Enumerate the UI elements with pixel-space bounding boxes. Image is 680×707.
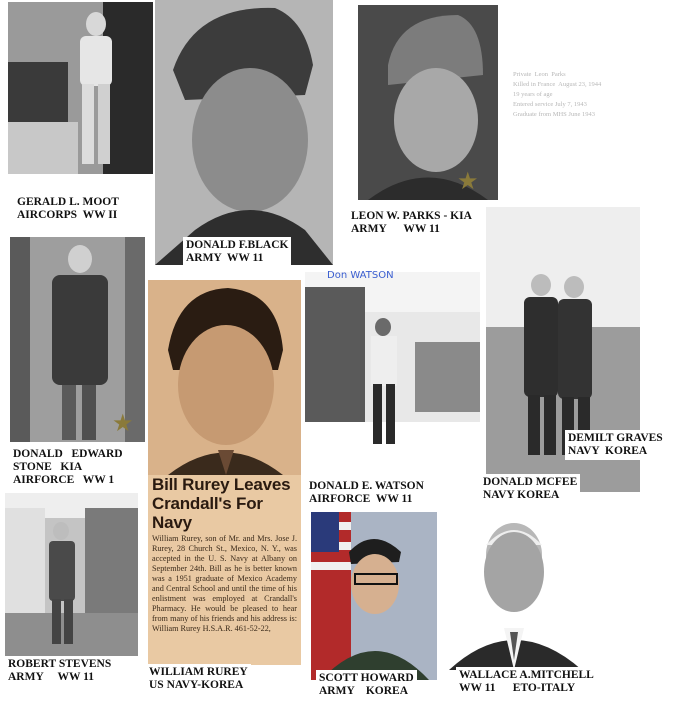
caption-gerald-moot: GERALD L. MOOT AIRCORPS WW II: [14, 194, 122, 224]
kia-star-icon: ★: [112, 411, 134, 437]
caption-wallace-mitchell: WALLACE A.MITCHELL WW 11 ETO-ITALY: [456, 667, 597, 697]
clipping-bill-rurey: [148, 280, 301, 665]
photo-robert-stevens: [5, 493, 138, 656]
clipping-body: William Rurey, son of Mr. and Mrs. Jose J. Rurey, 28 Church St., Mexico, N. Y., was accepted in the U. S. Navy at Albany on September 24th. Bill as he is better known was a 1951 graduate of Mexico Academy and Central School and until the time of his enlistment was employed at Crandall's Pharmacy. He would be pleased to hear from many of his friends and his address is: William Rurey H.S.A.R. 461-52-22,: [152, 534, 297, 633]
caption-donald-stone: DONALD EDWARD STONE KIA AIRFORCE WW 1: [10, 446, 126, 489]
watson-handwritten-name: Don WATSON: [327, 270, 394, 281]
caption-demilt-graves: DEMILT GRAVES NAVY KOREA: [565, 430, 666, 460]
caption-robert-stevens: ROBERT STEVENS ARMY WW 11: [5, 656, 114, 686]
photo-donald-black: [155, 0, 333, 265]
photo-scott-howard: [311, 512, 437, 680]
photo-wallace-mitchell: [444, 510, 587, 670]
caption-scott-howard: SCOTT HOWARD ARMY KOREA: [316, 670, 417, 700]
parks-handwritten-note: Private Leon Parks Killed in France August 23, 1944 19 years of age Entered service July 7, 1943 Graduate from MHS June 1943: [513, 71, 602, 118]
clipping-headline: Bill Rurey Leaves Crandall's For Navy: [152, 475, 291, 532]
photo-donald-watson: [305, 272, 480, 477]
caption-donald-mcfee: DONALD MCFEE NAVY KOREA: [480, 474, 580, 504]
photo-gerald-moot: [8, 2, 153, 174]
caption-leon-parks: LEON W. PARKS - KIA ARMY WW 11: [348, 208, 475, 238]
caption-donald-watson: DONALD E. WATSON AIRFORCE WW 11: [306, 478, 427, 508]
kia-star-icon: ★: [457, 169, 479, 195]
caption-william-rurey: WILLIAM RUREY US NAVY-KOREA: [146, 664, 251, 694]
caption-donald-black: DONALD F.BLACK ARMY WW 11: [183, 237, 291, 267]
